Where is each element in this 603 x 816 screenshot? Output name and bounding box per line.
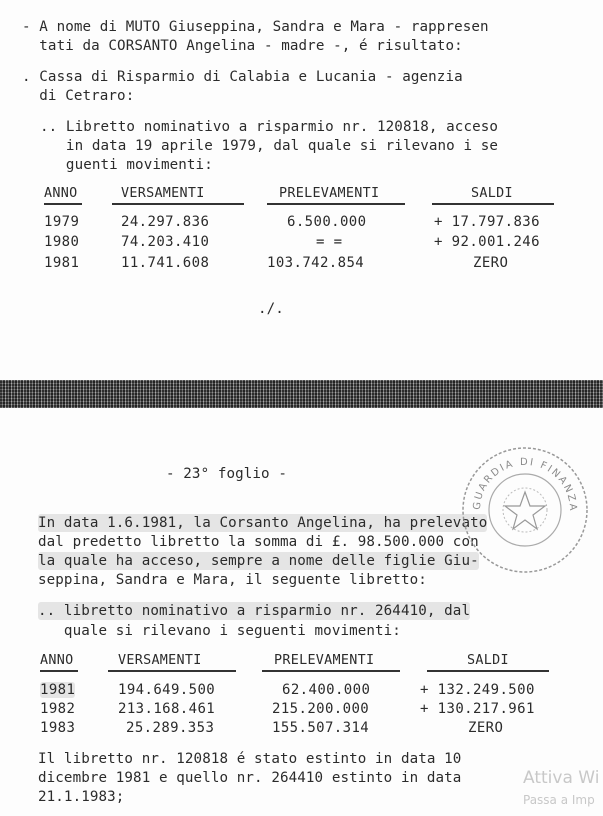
table-cell: 11.741.608 xyxy=(121,255,210,271)
table-cell: 1981 xyxy=(44,255,80,271)
stamp-seal-icon xyxy=(455,440,595,580)
header-underline xyxy=(267,203,405,205)
header-underline xyxy=(108,670,236,672)
table-cell: 103.742.854 xyxy=(267,255,365,271)
text-line: dal predetto libretto la somma di £. 98.500.000 con xyxy=(38,534,479,550)
table-cell: = = xyxy=(316,234,343,250)
text-line: in data 19 aprile 1979, dal quale si rilevano i se xyxy=(40,138,499,154)
header-underline xyxy=(112,203,244,205)
table-cell: + 130.217.961 xyxy=(420,701,535,717)
text-line: .. Libretto nominativo a risparmio nr. 120818, acceso xyxy=(40,119,499,135)
table-header-saldi: SALDI xyxy=(467,653,509,668)
text-line: la quale ha acceso, sempre a nome delle figlie Giu- xyxy=(38,553,479,569)
header-underline xyxy=(40,670,78,672)
text-line: tati da CORSANTO Angelina - madre -, é risultato: xyxy=(22,38,463,54)
table-cell: 215.200.000 xyxy=(272,701,370,717)
table-cell: 62.400.000 xyxy=(282,682,371,698)
header-underline xyxy=(432,203,554,205)
table-cell: 24.297.836 xyxy=(121,214,210,230)
table-cell: 1981 xyxy=(40,682,76,698)
table-cell: 1979 xyxy=(44,214,80,230)
table-header-anno: ANNO xyxy=(40,653,74,668)
text-line: quale si rilevano i seguenti movimenti: xyxy=(38,623,401,639)
text-line: dicembre 1981 e quello nr. 264410 estinto in data xyxy=(38,770,462,786)
table-cell: + 132.249.500 xyxy=(420,682,535,698)
table-cell: 194.649.500 xyxy=(118,682,216,698)
table-cell: + 92.001.246 xyxy=(434,234,540,250)
text-line: guenti movimenti: xyxy=(40,157,213,173)
table-cell: + 17.797.836 xyxy=(434,214,540,230)
text-line: - A nome di MUTO Giuseppina, Sandra e Mara - rappresen xyxy=(22,19,489,35)
table-cell: ZERO xyxy=(473,255,509,271)
text-line: Il libretto nr. 120818 é stato estinto in data 10 xyxy=(38,751,462,767)
table-cell: 155.507.314 xyxy=(272,720,370,736)
table-header-versamenti: VERSAMENTI xyxy=(118,653,202,668)
header-underline xyxy=(427,670,549,672)
table-cell: 6.500.000 xyxy=(287,214,367,230)
activation-watermark-subtitle: Passa a Imp xyxy=(523,793,595,807)
text-line: In data 1.6.1981, la Corsanto Angelina, ha prelevato xyxy=(38,515,488,531)
text-line: seppina, Sandra e Mara, il seguente libretto: xyxy=(38,572,427,588)
stamp-text: GUARDIA DI FINANZA xyxy=(471,456,579,513)
sheet-label: - 23° foglio - xyxy=(166,466,287,482)
table-cell: 1982 xyxy=(40,701,76,717)
official-stamp xyxy=(455,440,595,580)
text-line: di Cetraro: xyxy=(22,88,135,104)
continuation-mark: ./. xyxy=(258,301,284,317)
document-page-top xyxy=(0,0,603,380)
text-line: . Cassa di Risparmio di Calabia e Lucania - agenzia xyxy=(22,69,463,85)
header-underline xyxy=(262,670,400,672)
table-header-prelevamenti: PRELEVAMENTI xyxy=(274,653,375,668)
header-underline xyxy=(44,203,82,205)
text-line: 21.1.1983; xyxy=(38,789,125,805)
table-header-saldi: SALDI xyxy=(471,186,513,201)
table-header-versamenti: VERSAMENTI xyxy=(121,186,205,201)
table-cell: 213.168.461 xyxy=(118,701,216,717)
text-line: .. libretto nominativo a risparmio nr. 264410, dal xyxy=(38,603,471,619)
table-cell: 25.289.353 xyxy=(126,720,215,736)
scan-separator xyxy=(0,380,603,408)
activation-watermark-title: Attiva Wi xyxy=(523,768,600,788)
table-cell: 1983 xyxy=(40,720,76,736)
table-cell: 74.203.410 xyxy=(121,234,210,250)
table-header-prelevamenti: PRELEVAMENTI xyxy=(279,186,380,201)
table-header-anno: ANNO xyxy=(44,186,78,201)
table-cell: 1980 xyxy=(44,234,80,250)
table-cell: ZERO xyxy=(468,720,504,736)
